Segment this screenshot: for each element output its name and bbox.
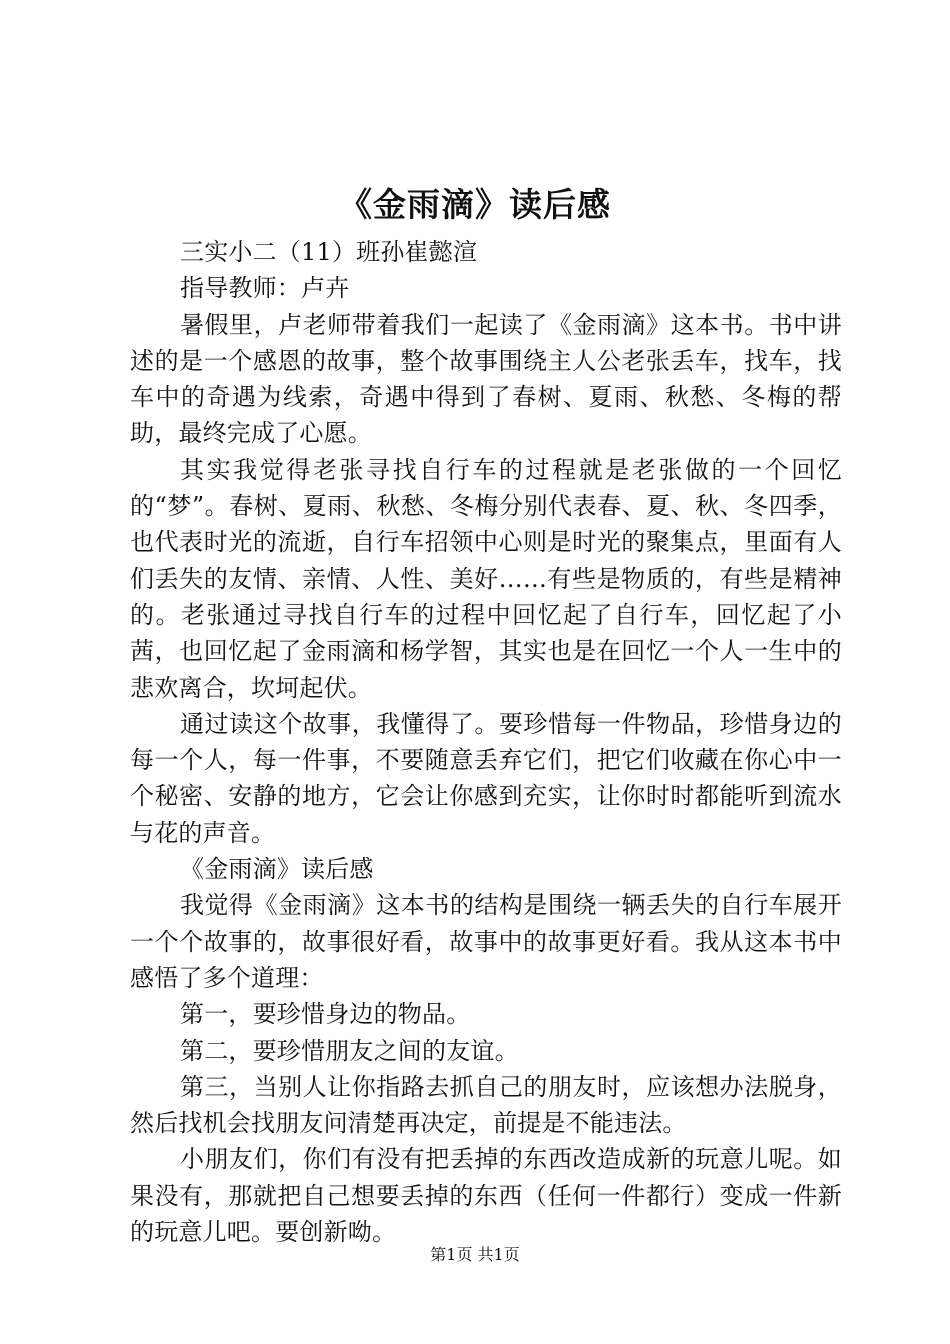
- list-item: 第三，当别人让你指路去抓自己的朋友时，应该想办法脱身，然后找机会找朋友问清楚再决定，前提是不能违法。: [130, 1072, 842, 1138]
- body-paragraph: 暑假里，卢老师带着我们一起读了《金雨滴》这本书。书中讲述的是一个感恩的故事，整个故事围绕主人公老张丢车，找车，找车中的奇遇为线索，奇遇中得到了春树、夏雨、秋愁、冬梅的帮助，最终完成了心愿。: [130, 310, 842, 448]
- author-line: 三实小二（11）班孙崔懿渲: [180, 238, 478, 266]
- teacher-line: 指导教师：卢卉: [180, 274, 350, 303]
- body-paragraph: 小朋友们，你们有没有把丢掉的东西改造成新的玩意儿呢。如果没有，那就把自己想要丢掉的东西（任何一件都行）变成一件新的玩意儿吧。要创新呦。: [130, 1145, 842, 1247]
- document-body: [130, 234, 842, 1250]
- document-title: 《金雨滴》读后感: [339, 185, 611, 224]
- body-paragraph: 我觉得《金雨滴》这本书的结构是围绕一辆丢失的自行车展开一个个故事的，故事很好看，故事中的故事更好看。我从这本书中感悟了多个道理：: [130, 891, 842, 992]
- list-item: 第一，要珍惜身边的物品。: [180, 1000, 471, 1029]
- body-paragraph: 通过读这个故事，我懂得了。要珍惜每一件物品，珍惜身边的每一个人，每一件事，不要随意丢弃它们，把它们收藏在你心中一个秘密、安静的地方，它会让你感到充实，让你时时都能听到流水与花的声音。: [130, 709, 842, 847]
- section-heading: 《金雨滴》读后感: [180, 855, 374, 884]
- list-item: 第二，要珍惜朋友之间的友谊。: [180, 1036, 519, 1065]
- page-footer: 第1页 共1页: [430, 1245, 520, 1264]
- body-paragraph: 其实我觉得老张寻找自行车的过程就是老张做的一个回忆的“梦”。春树、夏雨、秋愁、冬梅分别代表春、夏、秋、冬四季，也代表时光的流逝，自行车招领中心则是时光的聚集点，里面有人们丢失的友情、亲情、人性、美好……有些是物质的，有些是精神的。老张通过寻找自行车的过程中回忆起了自行车，回忆起了小茜，也回忆起了金雨滴和杨学智，其实也是在回忆一个人一生中的悲欢离合，坎坷起伏。: [130, 455, 842, 702]
